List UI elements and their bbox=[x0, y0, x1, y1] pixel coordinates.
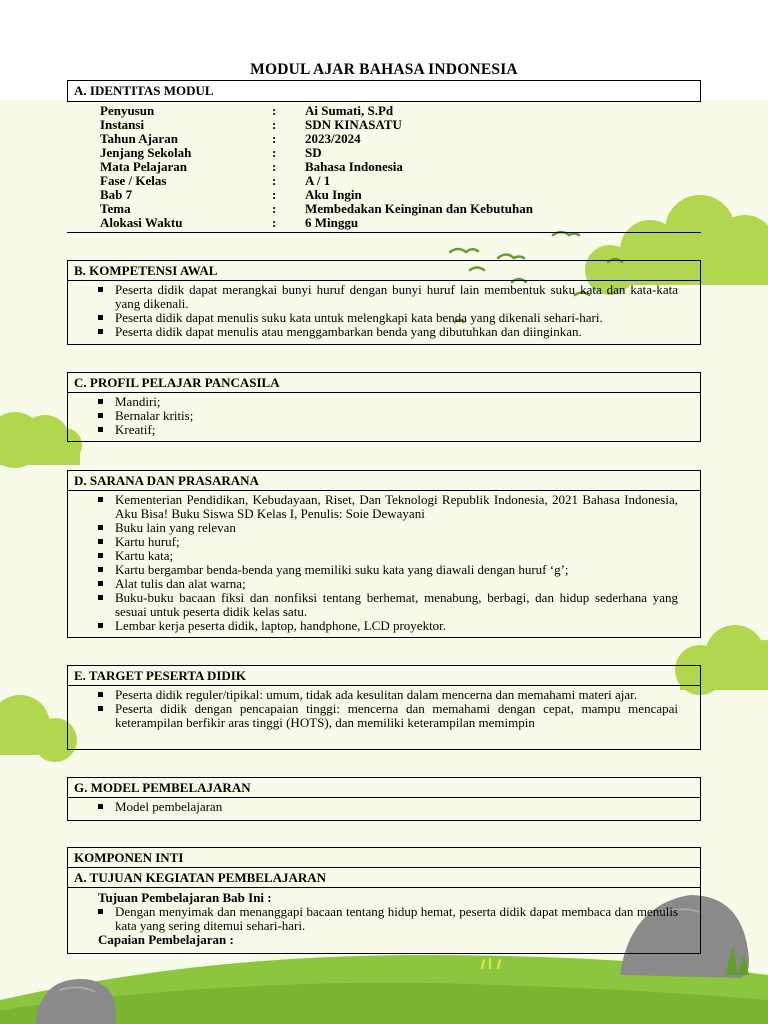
kompetensi-list bbox=[68, 281, 700, 339]
kompetensi-header: B. KOMPETENSI AWAL bbox=[68, 261, 700, 281]
tujuan-list bbox=[68, 905, 700, 933]
identitas-label: Tema bbox=[100, 201, 131, 216]
identitas-value: Ai Sumati, S.Pd bbox=[305, 103, 394, 118]
identitas-row bbox=[100, 132, 700, 146]
list-item: Peserta didik dengan pencapaian tinggi: mencerna dan memahami dengan cepat, mampu mencapai keterampilan berfikir aras tinggi (HOTS), dan memiliki keterampilan memimpin bbox=[115, 701, 678, 730]
list-item: Peserta didik dapat merangkai bunyi huruf dengan bunyi huruf lain membentuk suku kata dan kata-kata yang dikenali. bbox=[115, 282, 678, 311]
identitas-separator: : bbox=[272, 215, 277, 230]
list-item: Kementerian Pendidikan, Kebudayaan, Riset, Dan Teknologi Republik Indonesia, 2021 Bahasa Indonesia, Aku Bisa! Buku Siswa SD Kelas I, Penulis: Soie Dewayani bbox=[115, 492, 678, 521]
capaian-label: Capaian Pembelajaran : bbox=[98, 932, 234, 947]
list-item: Buku lain yang relevan bbox=[115, 521, 678, 535]
list-item: Kartu kata; bbox=[115, 549, 678, 563]
identitas-row bbox=[100, 202, 700, 216]
identitas-label: Instansi bbox=[100, 117, 145, 132]
list-item: Kartu bergambar benda-benda yang memiliki suku kata yang diawali dengan huruf ‘g’; bbox=[115, 563, 678, 577]
model-list bbox=[68, 798, 700, 814]
identitas-divider bbox=[67, 232, 701, 233]
profil-section bbox=[67, 372, 701, 442]
identitas-label: Tahun Ajaran bbox=[100, 131, 178, 146]
identitas-separator: : bbox=[272, 131, 277, 146]
list-item: Peserta didik dapat menulis atau menggambarkan benda yang dibutuhkan dan diinginkan. bbox=[115, 325, 678, 339]
identitas-value: Membedakan Keinginan dan Kebutuhan bbox=[305, 201, 533, 216]
identitas-row bbox=[100, 118, 700, 132]
identitas-separator: : bbox=[272, 103, 277, 118]
kompetensi-section bbox=[67, 260, 701, 345]
identitas-row bbox=[100, 160, 700, 174]
identitas-label: Fase / Kelas bbox=[100, 173, 167, 188]
identitas-separator: : bbox=[272, 187, 277, 202]
identitas-separator: : bbox=[272, 117, 277, 132]
identitas-label: Alokasi Waktu bbox=[100, 215, 183, 230]
identitas-row bbox=[100, 188, 700, 202]
list-item: Dengan menyimak dan menanggapi bacaan tentang hidup hemat, peserta didik dapat membaca dan menulis kata yang sering ditemui sehari-hari. bbox=[115, 904, 678, 933]
identitas-separator: : bbox=[272, 201, 277, 216]
tujuan-label: Tujuan Pembelajaran Bab Ini : bbox=[98, 890, 272, 905]
target-header: E. TARGET PESERTA DIDIK bbox=[68, 666, 700, 686]
document-title: MODUL AJAR BAHASA INDONESIA bbox=[250, 61, 518, 78]
target-section bbox=[67, 665, 701, 750]
identitas-value: Bahasa Indonesia bbox=[305, 159, 403, 174]
identitas-value: SDN KINASATU bbox=[305, 117, 402, 132]
profil-list bbox=[68, 393, 700, 437]
identitas-separator: : bbox=[272, 145, 277, 160]
list-item: Kartu huruf; bbox=[115, 535, 678, 549]
identitas-separator: : bbox=[272, 173, 277, 188]
target-list bbox=[68, 686, 700, 730]
identitas-value: Aku Ingin bbox=[305, 187, 362, 202]
identitas-value: A / 1 bbox=[305, 173, 331, 188]
komponen-section bbox=[67, 847, 701, 954]
list-item: Buku-buku bacaan fiksi dan nonfiksi tentang berhemat, menabung, berbagi, dan hidup sederhana yang sesuai untuk peserta didik kelas satu. bbox=[115, 590, 678, 619]
list-item: Bernalar kritis; bbox=[115, 409, 678, 423]
identitas-row bbox=[100, 104, 700, 118]
identitas-label: Bab 7 bbox=[100, 187, 133, 202]
identitas-row bbox=[100, 174, 700, 188]
sarana-header: D. SARANA DAN PRASARANA bbox=[68, 471, 700, 491]
list-item: Peserta didik reguler/tipikal: umum, tidak ada kesulitan dalam mencerna dan memahami materi ajar. bbox=[115, 688, 678, 702]
identitas-label: Mata Pelajaran bbox=[100, 159, 188, 174]
list-item: Mandiri; bbox=[115, 395, 678, 409]
model-section bbox=[67, 777, 701, 821]
identitas-table bbox=[100, 104, 700, 230]
identitas-value: 2023/2024 bbox=[305, 131, 361, 146]
identitas-row bbox=[100, 216, 700, 230]
list-item: Kreatif; bbox=[115, 423, 678, 437]
identitas-value: 6 Minggu bbox=[305, 215, 359, 230]
list-item: Lembar kerja peserta didik, laptop, handphone, LCD proyektor. bbox=[115, 619, 678, 633]
identitas-label: Penyusun bbox=[100, 103, 155, 118]
identitas-row bbox=[100, 146, 700, 160]
identitas-header-box bbox=[67, 80, 701, 102]
identitas-value: SD bbox=[305, 145, 322, 160]
tujuan-header: A. TUJUAN KEGIATAN PEMBELAJARAN bbox=[68, 868, 700, 888]
list-item: Model pembelajaran bbox=[115, 800, 678, 814]
profil-header: C. PROFIL PELAJAR PANCASILA bbox=[68, 373, 700, 393]
model-header: G. MODEL PEMBELAJARAN bbox=[68, 778, 700, 798]
identitas-label: Jenjang Sekolah bbox=[100, 145, 192, 160]
list-item: Peserta didik dapat menulis suku kata untuk melengkapi kata benda yang dikenali sehari-hari. bbox=[115, 311, 678, 325]
identitas-separator: : bbox=[272, 159, 277, 174]
sarana-section bbox=[67, 470, 701, 638]
komponen-header: KOMPONEN INTI bbox=[68, 848, 700, 868]
sarana-list bbox=[68, 491, 700, 633]
identitas-header: A. IDENTITAS MODUL bbox=[74, 83, 214, 98]
list-item: Alat tulis dan alat warna; bbox=[115, 577, 678, 591]
